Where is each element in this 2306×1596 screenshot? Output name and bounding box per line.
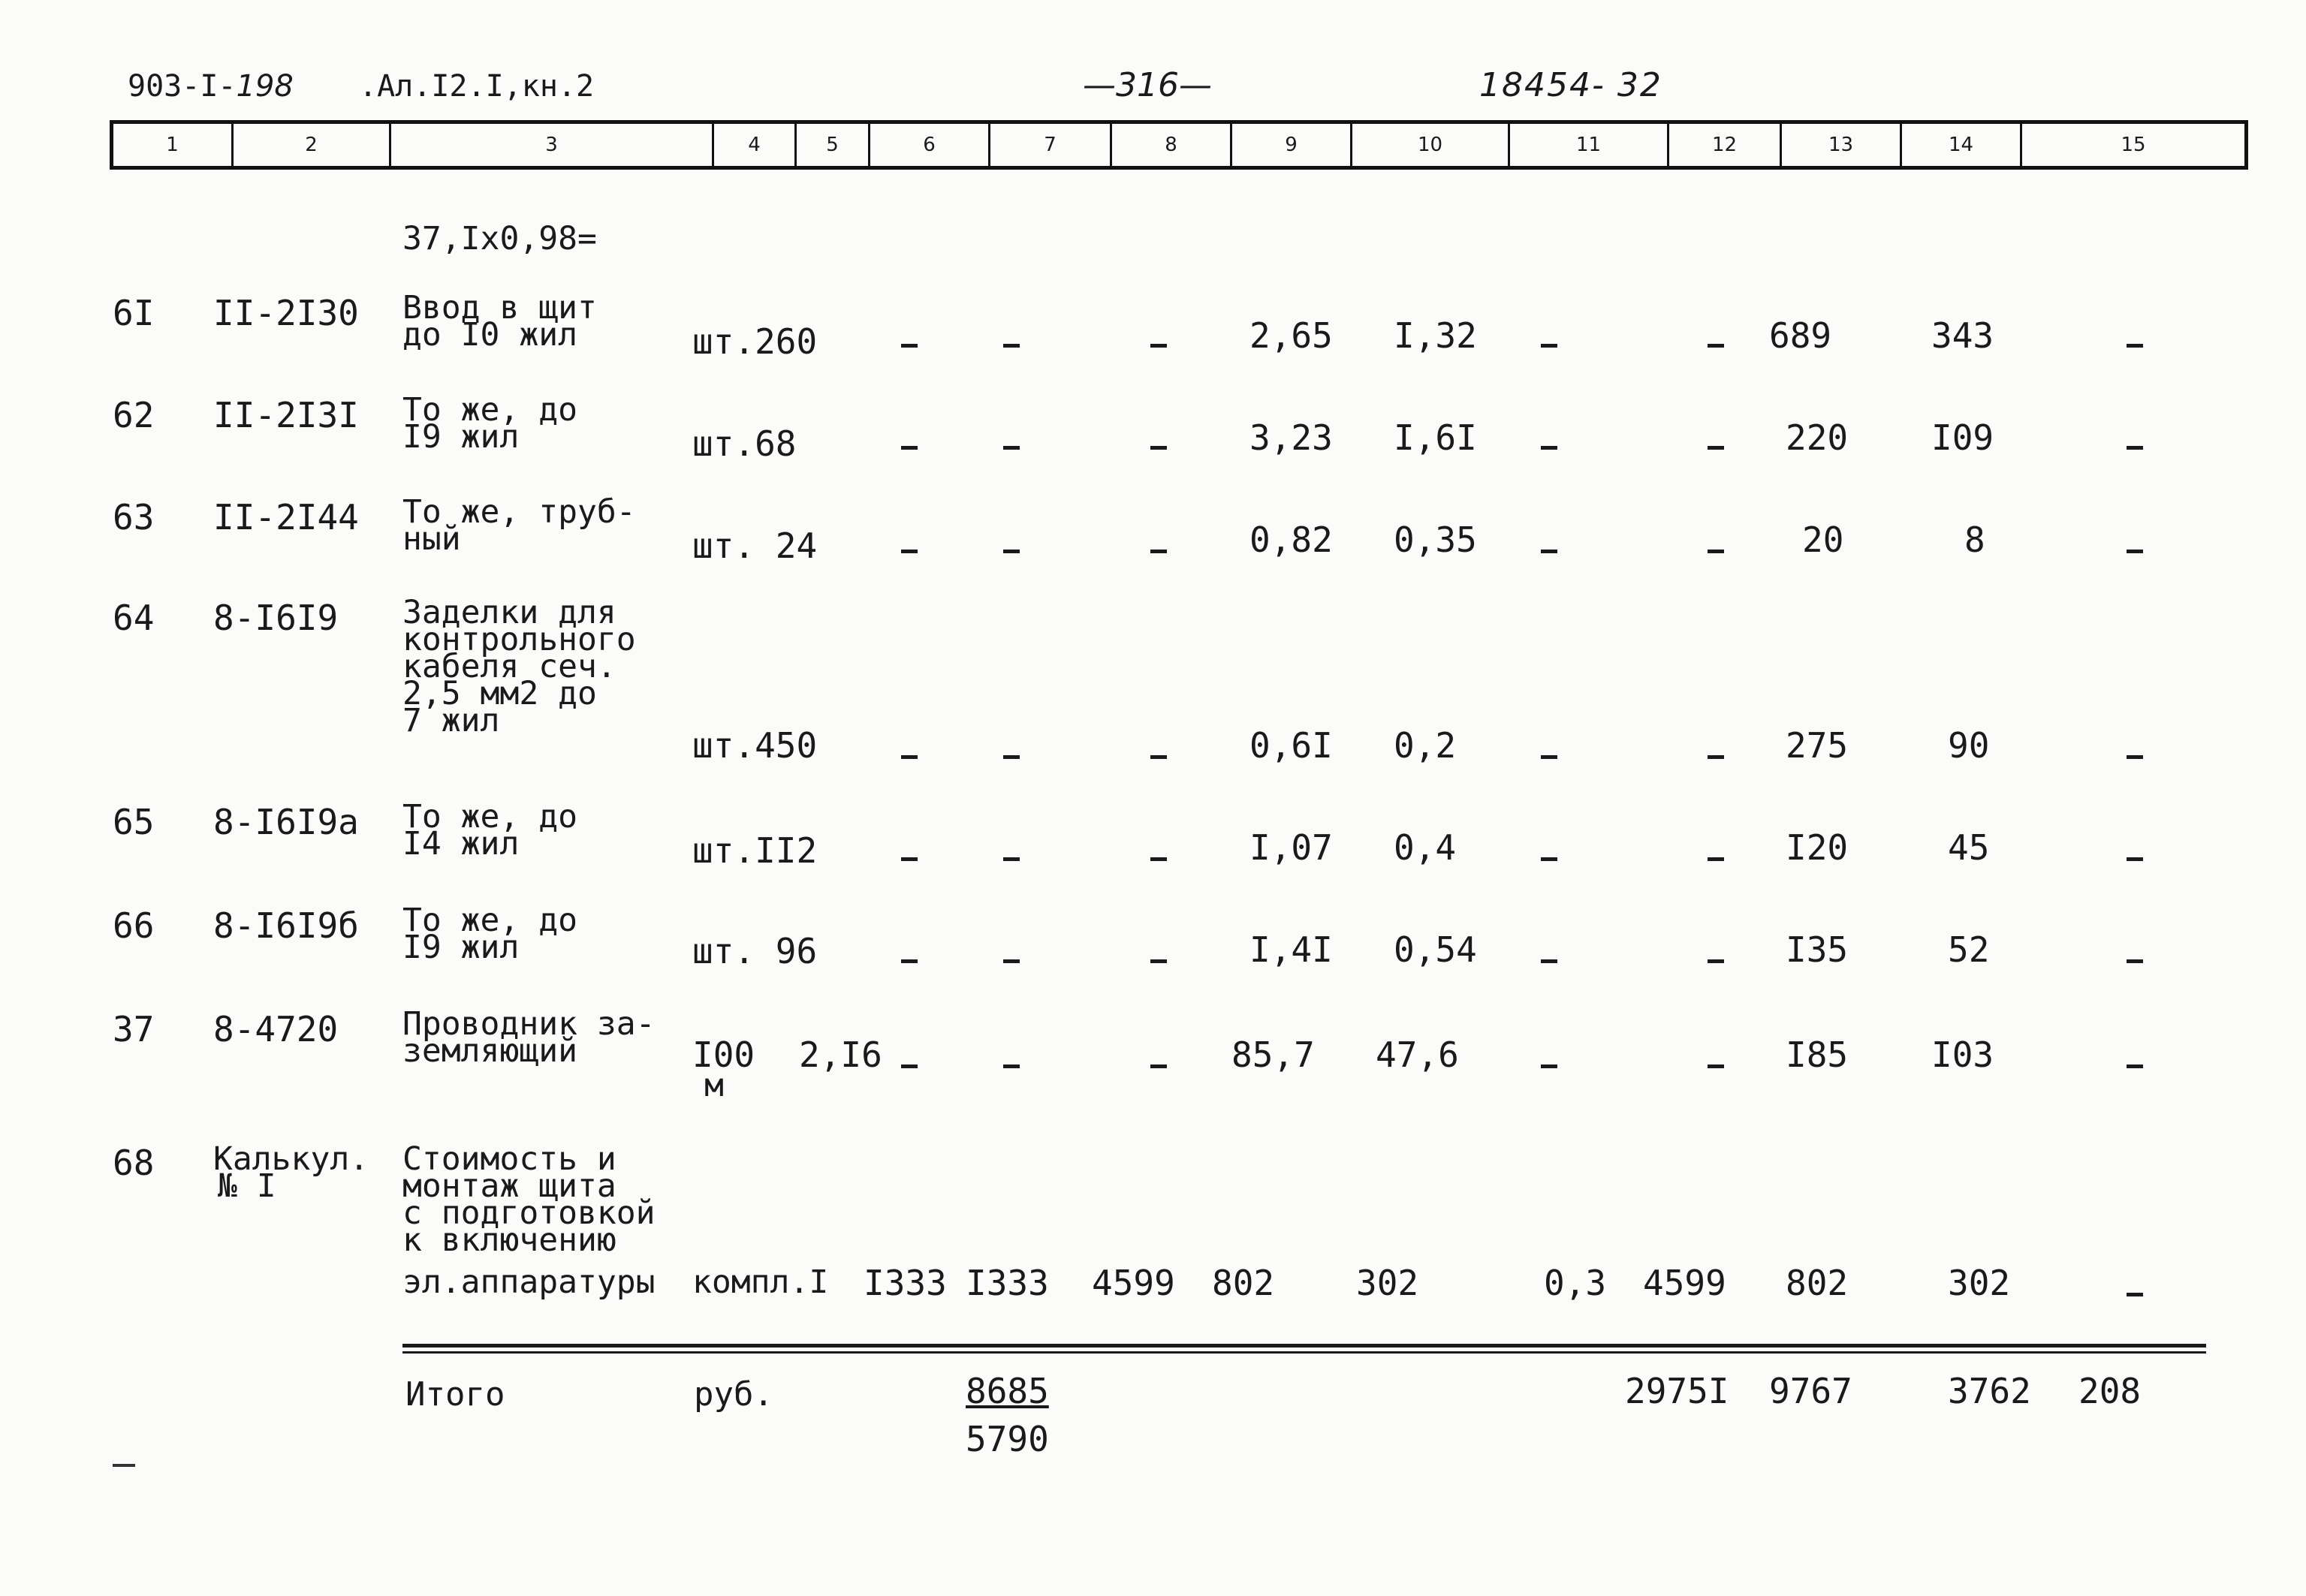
cell-c6: I333	[864, 1263, 947, 1303]
column-number: 1	[113, 124, 234, 166]
rate-code-number: № I	[218, 1167, 276, 1205]
cell-c13: 220	[1786, 417, 1849, 458]
cell-c10: 0,54	[1394, 929, 1477, 970]
total-unit: руб.	[694, 1375, 773, 1414]
rate-code: Калькул.	[213, 1140, 369, 1178]
unit-quantity: шт.II2	[692, 830, 818, 871]
cell-c9: I,4I	[1249, 929, 1333, 970]
empty-cell-dash	[1541, 959, 1557, 963]
empty-cell-dash	[1541, 344, 1557, 348]
column-number: 8	[1112, 124, 1232, 166]
cell-c13: 802	[1786, 1263, 1849, 1303]
empty-cell-dash	[1541, 1065, 1557, 1068]
empty-cell-dash	[1541, 446, 1557, 450]
item-name-line: контрольного	[402, 621, 636, 658]
rate-code: 8-I6I9б	[213, 905, 359, 946]
item-name-line: до I0 жил	[402, 316, 577, 354]
empty-cell-dash	[901, 959, 918, 963]
empty-cell-dash	[901, 755, 918, 759]
unit-quantity: шт.68	[692, 423, 797, 464]
row-number: 65	[113, 802, 155, 842]
empty-cell-dash	[1150, 446, 1167, 450]
item-name-line: Ввод в щит	[402, 289, 597, 327]
empty-cell-dash	[1150, 857, 1167, 861]
empty-cell-dash	[901, 344, 918, 348]
corner-mark	[113, 1464, 135, 1467]
cell-c9: I,07	[1249, 827, 1333, 868]
column-number: 13	[1782, 124, 1902, 166]
cell-c10: 0,35	[1394, 519, 1477, 560]
row-number: 64	[113, 598, 155, 638]
item-name-line: Проводник за-	[402, 1005, 656, 1043]
empty-cell-dash	[1541, 755, 1557, 759]
row-number: 68	[113, 1143, 155, 1183]
cell-c9: 0,6I	[1249, 725, 1333, 766]
column-number: 2	[234, 124, 391, 166]
item-name-line: То же, до	[402, 798, 577, 836]
column-number: 12	[1669, 124, 1782, 166]
item-name-line: 2,5 мм2 до	[402, 675, 597, 712]
rate-code: II-2I44	[213, 497, 359, 538]
cell-c13: I85	[1786, 1034, 1849, 1075]
album-reference: .Ал.I2.I,кн.2	[359, 69, 595, 104]
empty-cell-dash	[901, 857, 918, 861]
empty-cell-dash	[1003, 446, 1020, 450]
cell-c14: I09	[1931, 417, 1994, 458]
cell-c9: 2,65	[1249, 315, 1333, 356]
rate-code: 8-I6I9а	[213, 802, 359, 842]
empty-cell-dash	[1003, 755, 1020, 759]
empty-cell-dash	[1708, 550, 1724, 553]
column-number: 9	[1232, 124, 1352, 166]
cell-c5: 2,I6	[799, 1034, 882, 1075]
total-c7-top: 8685	[966, 1371, 1049, 1411]
empty-cell-dash	[1003, 1065, 1020, 1068]
empty-cell-dash	[1150, 550, 1167, 553]
item-name-line: 7 жил	[402, 702, 500, 739]
column-number: 7	[990, 124, 1112, 166]
empty-cell-dash	[1150, 959, 1167, 963]
item-name-line: эл.аппаратуры	[402, 1263, 656, 1301]
row-number: 63	[113, 497, 155, 538]
cell-c14: 45	[1948, 827, 1990, 868]
item-name-line: Заделки для	[402, 594, 616, 631]
cell-c13: I35	[1786, 929, 1849, 970]
column-number: 14	[1902, 124, 2022, 166]
document-code: 903-I-198	[128, 69, 294, 104]
doc-number: 18454- 32	[1479, 66, 1662, 104]
empty-cell-dash	[2127, 959, 2143, 963]
empty-cell-dash	[1708, 959, 1724, 963]
item-name-line: Стоимость и	[402, 1140, 616, 1178]
empty-cell-dash	[1003, 959, 1020, 963]
empty-cell-dash	[901, 1065, 918, 1068]
item-name-line: То же, до	[402, 391, 577, 429]
cell-c14: 302	[1948, 1263, 2011, 1303]
cell-c9: 85,7	[1231, 1034, 1315, 1075]
empty-cell-dash	[1708, 446, 1724, 450]
cell-c13: 275	[1786, 725, 1849, 766]
unit-measure: м	[704, 1067, 724, 1104]
empty-cell-dash	[1150, 344, 1167, 348]
unit-quantity: шт. 24	[692, 525, 818, 566]
empty-cell-dash	[1150, 755, 1167, 759]
page-number: —316—	[1083, 66, 1212, 104]
cell-c13: 689	[1769, 315, 1832, 356]
cell-c14: 8	[1964, 519, 1985, 560]
column-number: 3	[391, 124, 714, 166]
cell-c12: 4599	[1643, 1263, 1726, 1303]
total-label: Итого	[405, 1375, 505, 1414]
empty-cell-dash	[2127, 755, 2143, 759]
rate-code: II-2I3I	[213, 395, 359, 435]
empty-cell-dash	[901, 446, 918, 450]
item-name-line: монтаж щита	[402, 1167, 616, 1205]
unit-quantity: шт.450	[692, 725, 818, 766]
empty-cell-dash	[1003, 857, 1020, 861]
empty-cell-dash	[2127, 1293, 2143, 1296]
empty-cell-dash	[1708, 755, 1724, 759]
column-number: 6	[870, 124, 990, 166]
empty-cell-dash	[1708, 857, 1724, 861]
row-number: 37	[113, 1009, 155, 1049]
cell-c14: 343	[1931, 315, 1994, 356]
cell-c10: I,6I	[1394, 417, 1477, 458]
item-name-line: I9 жил	[402, 929, 520, 966]
item-name-line: I4 жил	[402, 825, 520, 863]
column-number: 5	[797, 124, 870, 166]
cell-c14: 52	[1948, 929, 1990, 970]
cell-c11: 0,3	[1544, 1263, 1607, 1303]
total-c15: 208	[2078, 1371, 2142, 1411]
total-double-rule	[402, 1351, 2206, 1354]
item-name-line: ный	[402, 520, 461, 558]
cell-c13: 20	[1802, 519, 1844, 560]
cell-c14: I03	[1931, 1034, 1994, 1075]
total-c14: 3762	[1948, 1371, 2031, 1411]
column-number: 10	[1352, 124, 1510, 166]
cell-c10: 302	[1356, 1263, 1419, 1303]
unit-quantity: компл.I	[692, 1263, 829, 1301]
item-name-line: кабеля сеч.	[402, 648, 616, 685]
cell-c8: 4599	[1092, 1263, 1175, 1303]
row-number: 6I	[113, 293, 155, 333]
row-number: 62	[113, 395, 155, 435]
cell-c9: 3,23	[1249, 417, 1333, 458]
empty-cell-dash	[1003, 344, 1020, 348]
unit-quantity: шт. 96	[692, 931, 818, 971]
rate-code: 8-I6I9	[213, 598, 339, 638]
empty-cell-dash	[1541, 857, 1557, 861]
item-name-line: к включению	[402, 1221, 616, 1259]
empty-cell-dash	[1150, 1065, 1167, 1068]
column-number: 4	[714, 124, 797, 166]
empty-cell-dash	[1708, 1065, 1724, 1068]
cell-c9: 802	[1212, 1263, 1275, 1303]
cell-c10: 0,4	[1394, 827, 1457, 868]
empty-cell-dash	[1003, 550, 1020, 553]
total-double-rule	[402, 1344, 2206, 1348]
empty-cell-dash	[1708, 344, 1724, 348]
unit-quantity: I00	[692, 1034, 755, 1075]
unit-quantity: шт.260	[692, 321, 818, 362]
empty-cell-dash	[1541, 550, 1557, 553]
empty-cell-dash	[2127, 550, 2143, 553]
total-c7-bottom: 5790	[966, 1419, 1049, 1459]
row-number: 66	[113, 905, 155, 946]
cell-c10: I,32	[1394, 315, 1477, 356]
rate-code: 8-4720	[213, 1009, 339, 1049]
cell-c14: 90	[1948, 725, 1990, 766]
carry-formula: 37,Iх0,98=	[402, 220, 597, 257]
total-c13: 9767	[1769, 1371, 1852, 1411]
column-number: 11	[1510, 124, 1669, 166]
cell-c10: 47,6	[1376, 1034, 1459, 1075]
item-name-line: I9 жил	[402, 418, 520, 456]
empty-cell-dash	[2127, 446, 2143, 450]
empty-cell-dash	[2127, 1065, 2143, 1068]
cell-c10: 0,2	[1394, 725, 1457, 766]
cell-c13: I20	[1786, 827, 1849, 868]
item-name-line: земляющий	[402, 1032, 577, 1070]
cell-c9: 0,82	[1249, 519, 1333, 560]
cell-c7: I333	[966, 1263, 1049, 1303]
item-name-line: То же, труб-	[402, 493, 636, 531]
empty-cell-dash	[2127, 344, 2143, 348]
column-number-strip	[110, 120, 2248, 170]
empty-cell-dash	[2127, 857, 2143, 861]
item-name-line: с подготовкой	[402, 1194, 656, 1232]
total-c12: 2975I	[1625, 1371, 1729, 1411]
item-name-line: То же, до	[402, 902, 577, 939]
rate-code: II-2I30	[213, 293, 359, 333]
column-number: 15	[2121, 134, 2146, 156]
empty-cell-dash	[901, 550, 918, 553]
